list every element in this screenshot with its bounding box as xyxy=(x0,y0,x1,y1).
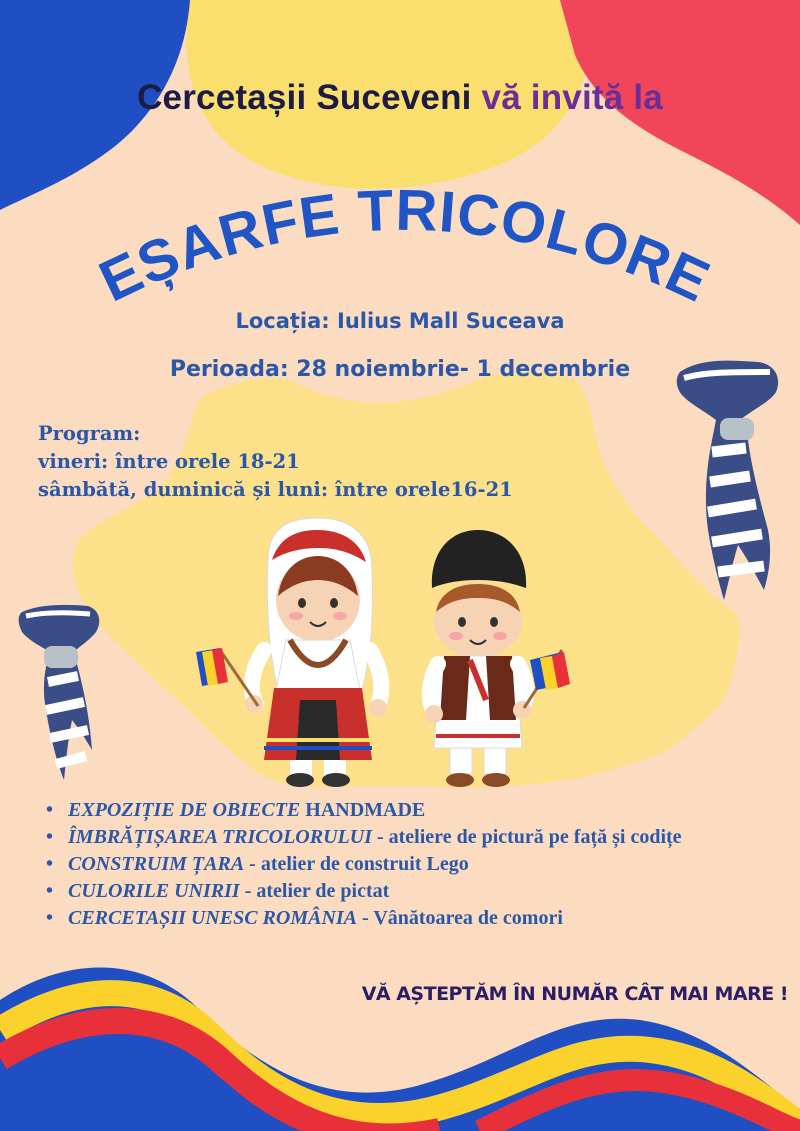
invitation-heading xyxy=(0,78,800,118)
program-line-friday: vineri: între orele 18-21 xyxy=(38,450,300,473)
activity-title: EXPOZIȚIE DE OBIECTE xyxy=(68,799,301,821)
activity-description: - Vânătoarea de comori xyxy=(357,907,563,929)
activity-item xyxy=(46,878,776,905)
event-period: Perioada: 28 noiembrie- 1 decembrie xyxy=(169,357,631,382)
activity-description: - atelier de construit Lego xyxy=(244,853,469,875)
activity-item xyxy=(46,905,776,932)
closing-message: VĂ AȘTEPTĂM ÎN NUMĂR CÂT MAI MARE ! xyxy=(361,983,788,1005)
activity-title: CONSTRUIM ȚARA xyxy=(68,853,245,875)
activity-description: - atelier de pictat xyxy=(239,880,390,902)
activities-list xyxy=(46,797,776,932)
bullet-icon: • xyxy=(46,799,54,821)
activity-title: CERCETAȘII UNESC ROMÂNIA xyxy=(68,907,358,929)
invitation-heading-part2: vă invită la xyxy=(481,78,663,117)
scout-scarf-left xyxy=(19,605,100,780)
activity-item xyxy=(46,851,776,878)
activity-description: HANDMADE xyxy=(300,799,426,821)
invitation-heading-part1: Cercetașii Suceveni xyxy=(137,78,482,117)
activity-item xyxy=(46,824,776,851)
event-title-text: EȘARFE TRICOLORE xyxy=(89,177,720,315)
activity-description: - ateliere de pictură pe față și codițe xyxy=(371,826,682,848)
program-heading: Program: xyxy=(38,422,141,445)
bullet-icon: • xyxy=(46,880,54,902)
boy-folk-costume xyxy=(425,530,531,787)
activity-title: CULORILE UNIRII xyxy=(68,880,240,902)
program-schedule xyxy=(38,420,513,504)
bullet-icon: • xyxy=(46,853,54,875)
program-line-weekend: sâmbătă, duminică și luni: între orele16-21 xyxy=(38,478,513,501)
svg-text:EȘARFE TRICOLORE xyxy=(90,178,720,315)
bullet-icon: • xyxy=(46,907,54,929)
event-location: Locația: Iulius Mall Suceava xyxy=(235,309,565,333)
bullet-icon: • xyxy=(46,826,54,848)
activity-title: ÎMBRĂȚIȘAREA TRICOLORULUI xyxy=(68,826,372,848)
activity-item xyxy=(46,797,776,824)
scout-scarf-right xyxy=(677,361,778,600)
